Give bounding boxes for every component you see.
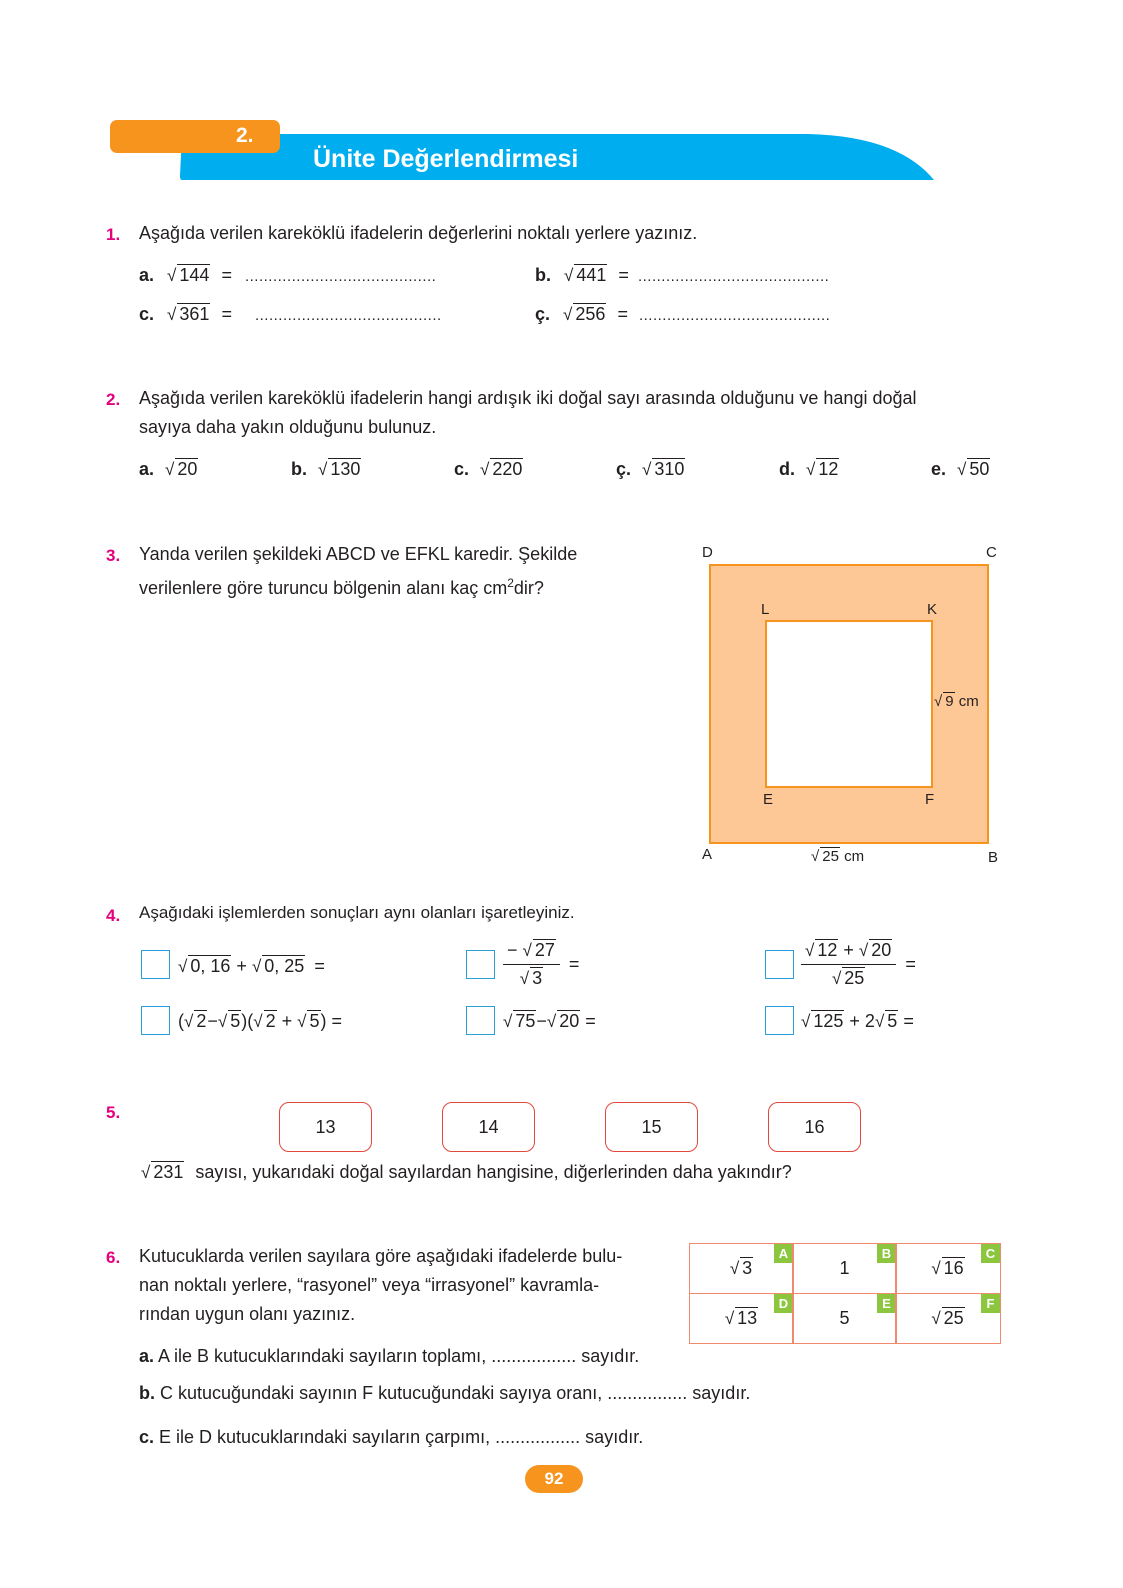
cell-value: 13	[737, 1308, 758, 1328]
page-number-badge	[525, 1465, 583, 1493]
inner-side-length: √ 9 cm	[934, 693, 979, 710]
item-label: ç.	[535, 304, 551, 324]
equals-sign: =	[221, 304, 232, 324]
item-label: b.	[535, 265, 551, 285]
question-6-line2: nan noktalı yerlere, “rasyonel” veya “irrasyonel” kavramla-	[139, 1275, 600, 1295]
radicand: 25	[822, 848, 839, 865]
equals-sign: =	[221, 265, 232, 285]
q6-item-a	[139, 1346, 639, 1367]
q2-item-d: d. √ 12	[779, 459, 839, 479]
equals-sign: =	[617, 304, 628, 324]
vertex-f-label: F	[925, 791, 935, 808]
unit-header	[108, 118, 938, 184]
paren: )(	[241, 1011, 254, 1031]
radicand: 2	[265, 1011, 276, 1031]
vertex-e-label: E	[763, 791, 774, 808]
answer-blank[interactable]: .........................................	[638, 307, 831, 324]
question-1-number: 1.	[106, 225, 121, 244]
item-text: A ile B kutucuklarındaki sayıların toplamı, ................. sayıdır.	[158, 1346, 640, 1366]
question-3-number: 3.	[106, 546, 121, 565]
q2-item-e: e. √ 50	[931, 459, 990, 479]
answer-blank[interactable]: ........................................	[254, 307, 442, 324]
q1-item-cc: ç. √ 256 = .........................................	[535, 304, 831, 324]
number-grid	[689, 1243, 1001, 1344]
question-3-text	[139, 540, 577, 603]
question-2-line1: Aşağıda verilen kareköklü ifadelerin hangi ardışık iki doğal sayı arasında olduğunu ve hangi doğal	[139, 388, 917, 408]
unit-number: 2.	[236, 124, 254, 147]
page-title: Ünite Değerlendirmesi	[313, 145, 579, 173]
grid-cell-f: √ 25 F	[895, 1293, 1001, 1344]
minus-sign: −	[207, 1011, 218, 1031]
equals-sign: =	[905, 954, 916, 974]
question-6-text	[139, 1242, 622, 1329]
radicand: 5	[887, 1011, 898, 1031]
radicand: 12	[817, 940, 838, 960]
q1-item-c: c. √ 361 = ........................................	[139, 304, 442, 324]
expr-r2c3: √ 125 + 2√ 5 =	[801, 1011, 914, 1031]
q1-item-b: b. √ 441 = .........................................	[535, 265, 830, 285]
equals-sign: =	[585, 1011, 596, 1031]
vertex-l-label: L	[761, 601, 770, 618]
cell-tag: D	[774, 1294, 793, 1313]
question-6-line1: Kutucuklarda verilen sayılara göre aşağıdaki ifadelerde bulu-	[139, 1246, 623, 1266]
item-label: e.	[931, 459, 947, 479]
grid-cell-c: √ 16 C	[895, 1243, 1001, 1294]
expr-r2c1: (√ 2−√ 5)(√ 2 + √ 5) =	[178, 1011, 343, 1031]
item-label: b.	[291, 459, 307, 479]
checkbox-r1c3[interactable]	[765, 950, 794, 979]
question-4-number: 4.	[106, 906, 121, 925]
q1-item-a: a. √ 144 = .........................................	[139, 265, 437, 285]
radicand: 12	[818, 459, 839, 479]
radicand: 441	[576, 265, 607, 285]
radicand: 361	[179, 304, 210, 324]
question-2-number: 2.	[106, 390, 121, 409]
outer-side-length: √ 25 cm	[811, 848, 865, 865]
superscript-2: 2	[507, 576, 514, 590]
plus-sign: +	[281, 1011, 293, 1031]
equals-sign: =	[903, 1011, 914, 1031]
radicand: 75	[515, 1011, 536, 1031]
radicand: 5	[309, 1011, 320, 1031]
answer-blank[interactable]: .........................................	[244, 268, 437, 285]
q6-item-c	[139, 1427, 643, 1448]
cell-value: 3	[742, 1258, 753, 1278]
expr-r1c3: $\frac{√ 12 + √ 20}{√ 25}$ =	[801, 940, 916, 989]
expr-r1c2: $\frac{- √ 27}{√ 3}$ =	[503, 940, 579, 989]
page-number: 92	[544, 1469, 564, 1488]
cell-value: 16	[943, 1258, 964, 1278]
minus-sign: −	[536, 1011, 547, 1031]
vertex-c-label: C	[986, 544, 997, 561]
plus-sign: + 2	[849, 1011, 875, 1031]
q6-item-b	[139, 1383, 750, 1404]
checkbox-r2c1[interactable]	[141, 1006, 170, 1035]
plus-sign: +	[843, 940, 854, 960]
plus-sign: +	[236, 956, 247, 976]
paren: (	[178, 1011, 184, 1031]
option-15[interactable]: 15	[605, 1102, 698, 1152]
radicand: 27	[534, 940, 555, 960]
radicand: 20	[559, 1011, 580, 1031]
radicand: 2	[196, 1011, 207, 1031]
radicand: 125	[813, 1011, 844, 1031]
radicand: 144	[179, 265, 210, 285]
grid-cell-b	[792, 1243, 897, 1294]
radicand: 5	[230, 1011, 241, 1031]
grid-cell-d: √ 13 D	[689, 1293, 794, 1344]
q2-item-a: a. √ 20	[139, 459, 198, 479]
radicand: 0, 25	[264, 956, 305, 976]
item-label: b.	[139, 1383, 155, 1403]
equals-sign: =	[568, 954, 580, 974]
cell-value: 25	[943, 1308, 964, 1328]
question-6-number: 6.	[106, 1248, 121, 1267]
checkbox-r1c1[interactable]	[141, 950, 170, 979]
equals-sign: =	[331, 1011, 343, 1031]
cell-tag: F	[981, 1294, 1000, 1313]
q3-figure	[700, 543, 1010, 873]
vertex-d-label: D	[702, 544, 713, 561]
cell-tag: C	[981, 1244, 1000, 1263]
question-2-text	[139, 384, 1009, 442]
q2-item-cc: ç. √ 310	[616, 459, 685, 479]
vertex-a-label: A	[702, 846, 713, 863]
cell-tag: B	[877, 1244, 896, 1263]
question-3-line2-text: verilenlere göre turuncu bölgenin alanı kaç cm	[139, 578, 508, 598]
cell-value: 5	[839, 1308, 850, 1328]
question-3-line2	[139, 569, 577, 603]
question-1-text: Aşağıda verilen kareköklü ifadelerin değerlerini noktalı yerlere yazınız.	[139, 223, 698, 243]
option-16[interactable]: 16	[768, 1102, 861, 1152]
question-3-line1: Yanda verilen şekildeki ABCD ve EFKL karedir. Şekilde	[139, 544, 578, 564]
item-label: a.	[139, 1346, 155, 1366]
question-3-line2-suffix: dir?	[513, 578, 544, 598]
cell-value: 1	[839, 1258, 850, 1278]
radicand: 20	[871, 940, 892, 960]
q2-item-b: b. √ 130	[291, 459, 361, 479]
unit: cm	[958, 693, 979, 710]
radicand: 3	[532, 968, 543, 988]
radicand: 50	[969, 459, 990, 479]
expr-r1c1: √ 0, 16 + √ 0, 25 =	[178, 956, 325, 976]
radicand: 256	[575, 304, 606, 324]
radicand: 0, 16	[190, 956, 231, 976]
question-6-line3: rından uygun olanı yazınız.	[139, 1304, 356, 1324]
item-text: C kutucuğundaki sayının F kutucuğundaki sayıya oranı, ................ sayıdır.	[160, 1383, 751, 1403]
checkbox-r2c3[interactable]	[765, 1006, 794, 1035]
question-5-text: √ 231 sayısı, yukarıdaki doğal sayılardan hangisine, diğerlerinden daha yakındır?	[141, 1162, 792, 1182]
item-label: c.	[139, 1427, 155, 1447]
item-label: d.	[779, 459, 795, 479]
item-text: E ile D kutucuklarındaki sayıların çarpımı, ................. sayıdır.	[159, 1427, 644, 1447]
question-4-text: Aşağıdaki işlemlerden sonuçları aynı olanları işaretleyiniz.	[139, 903, 575, 922]
unit: cm	[844, 848, 865, 865]
equals-sign: =	[314, 956, 325, 976]
checkbox-r2c2[interactable]	[466, 1006, 495, 1035]
radicand: 220	[492, 459, 523, 479]
item-label: a.	[139, 265, 155, 285]
radicand: 9	[945, 693, 954, 710]
item-label: a.	[139, 459, 155, 479]
option-13[interactable]: 13	[279, 1102, 372, 1152]
expr-r2c2: √ 75−√ 20 =	[503, 1011, 596, 1031]
radicand: 130	[330, 459, 361, 479]
question-5-number: 5.	[106, 1103, 121, 1122]
equals-sign: =	[618, 265, 629, 285]
cell-tag: A	[774, 1244, 793, 1263]
vertex-k-label: K	[927, 601, 938, 618]
grid-cell-e	[792, 1293, 897, 1344]
radicand: 310	[654, 459, 685, 479]
grid-cell-a: √ 3 A	[689, 1243, 794, 1294]
option-14[interactable]: 14	[442, 1102, 535, 1152]
question-5-sentence: sayısı, yukarıdaki doğal sayılardan hangisine, diğerlerinden daha yakındır?	[195, 1162, 792, 1182]
paren: )	[320, 1011, 327, 1031]
minus-sign: −	[507, 940, 518, 960]
vertex-b-label: B	[988, 849, 999, 866]
inner-square-efkl	[766, 621, 932, 787]
checkbox-r1c2[interactable]	[466, 950, 495, 979]
item-label: ç.	[616, 459, 632, 479]
question-2-line2: sayıya daha yakın olduğunu bulunuz.	[139, 417, 437, 437]
radicand: 20	[177, 459, 198, 479]
answer-blank[interactable]: .........................................	[637, 268, 830, 285]
radicand: 231	[153, 1162, 184, 1182]
item-label: c.	[454, 459, 470, 479]
cell-tag: E	[877, 1294, 896, 1313]
q2-item-c: c. √ 220	[454, 459, 523, 479]
radicand: 25	[844, 968, 865, 988]
item-label: c.	[139, 304, 155, 324]
